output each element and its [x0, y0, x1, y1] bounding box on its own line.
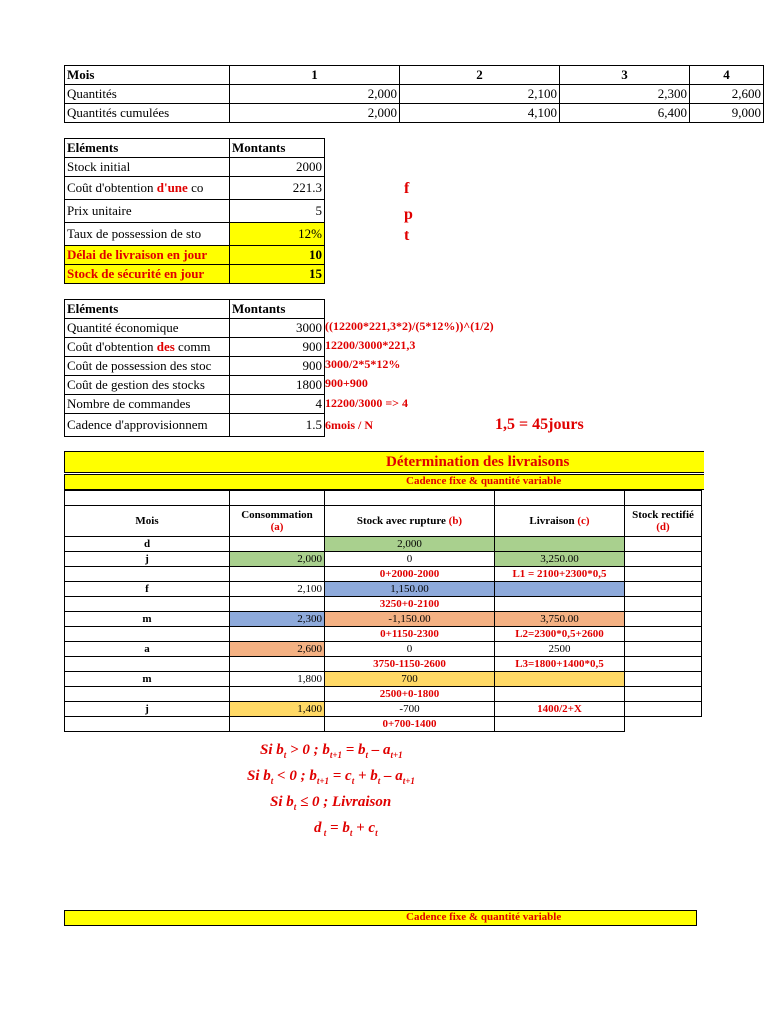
deliveries-title: Détermination des livraisons	[386, 454, 570, 470]
cell	[325, 491, 495, 506]
row-label: Quantités cumulées	[65, 104, 230, 123]
formula-sub: t+1	[390, 750, 403, 760]
table-row	[65, 582, 702, 597]
livraison-cell: 1400/2+X	[495, 702, 625, 717]
mois-cell: j	[65, 552, 230, 567]
rectifie-cell	[625, 612, 702, 627]
cell: 9,000	[690, 104, 764, 123]
stock-cell: -700	[325, 702, 495, 717]
header-cell: Eléments	[65, 139, 230, 158]
table-row	[65, 66, 764, 85]
formula-sub: t	[349, 828, 353, 838]
header-cell: 4	[690, 66, 764, 85]
calc-row	[65, 627, 702, 642]
side-letter-f: f	[404, 180, 410, 197]
formula-part: d	[314, 820, 322, 836]
cell	[495, 491, 625, 506]
side-letter-t: t	[404, 227, 410, 244]
calc-cell: L3=1800+1400*0,5	[495, 657, 625, 672]
rectifie-cell	[625, 537, 702, 552]
cell: 3000	[230, 319, 325, 338]
title-band	[64, 451, 704, 473]
deliveries-subtitle: Cadence fixe & quantité variable	[406, 475, 562, 487]
row-label: Taux de possession de sto	[65, 223, 230, 246]
cell: 221.3	[230, 177, 325, 200]
formula-sub: t	[375, 828, 378, 838]
cell: 2000	[230, 158, 325, 177]
formula-part: = b	[341, 742, 366, 758]
row-label: Coût de possession des stoc	[65, 357, 230, 376]
formula-sub: t	[293, 802, 297, 812]
monthly-quantities-table	[64, 65, 764, 123]
cell	[230, 657, 325, 672]
footer-band-label: Cadence fixe & quantité variable	[406, 911, 562, 923]
stock-cell: 1,150.00	[325, 582, 495, 597]
table-row	[65, 552, 702, 567]
calc-cell	[495, 597, 625, 612]
header-cell: 1	[230, 66, 400, 85]
header-cell: Eléments	[65, 300, 230, 319]
table-row	[65, 537, 702, 552]
cell	[625, 491, 702, 506]
table-row	[65, 395, 325, 414]
calc-note: ((12200*221,3*2)/(5*12%))^(1/2)	[325, 319, 494, 333]
calc-row	[65, 687, 702, 702]
header-label: Livraison	[529, 515, 575, 527]
header-label: Stock rectifié	[632, 509, 694, 521]
calc-cell: 0+700-1400	[325, 717, 495, 732]
cell: 15	[230, 265, 325, 284]
footer-band	[64, 910, 697, 926]
cell	[230, 491, 325, 506]
formula-part: Si b	[260, 742, 284, 758]
cell	[230, 687, 325, 702]
calc-row	[65, 657, 702, 672]
rectifie-cell	[625, 582, 702, 597]
row-label	[65, 338, 230, 357]
cell	[65, 491, 230, 506]
cell: 2,000	[230, 104, 400, 123]
formula-positive-stock	[260, 742, 403, 760]
stock-cell: 700	[325, 672, 495, 687]
header-livraison	[495, 506, 625, 537]
conso-cell: 2,300	[230, 612, 325, 627]
stock-cell: 0	[325, 642, 495, 657]
conso-cell: 2,000	[230, 552, 325, 567]
formula-delivery	[270, 794, 391, 812]
table-row	[65, 357, 325, 376]
cell	[230, 567, 325, 582]
table-row	[65, 414, 325, 437]
table-row	[65, 642, 702, 657]
row-label: Nombre de commandes	[65, 395, 230, 414]
calc-cell: L2=2300*0,5+2600	[495, 627, 625, 642]
cell: 6,400	[560, 104, 690, 123]
cell: 4	[230, 395, 325, 414]
cell: 900	[230, 357, 325, 376]
cell	[65, 627, 230, 642]
deliveries-table	[64, 490, 702, 732]
calc-cell	[495, 687, 625, 702]
table-row	[65, 85, 764, 104]
formula-part: + b	[354, 768, 378, 784]
table-row	[65, 612, 702, 627]
mois-cell: m	[65, 612, 230, 627]
livraison-cell	[495, 537, 625, 552]
formula-negative-stock	[247, 768, 415, 786]
mois-cell: d	[65, 537, 230, 552]
formula-sub: t+1	[316, 776, 329, 786]
cell	[230, 717, 325, 732]
table-row	[65, 246, 325, 265]
calc-note: 900+900	[325, 376, 368, 390]
conso-cell: 1,400	[230, 702, 325, 717]
table-row	[65, 491, 702, 506]
cell: 2,100	[400, 85, 560, 104]
livraison-cell: 3,750.00	[495, 612, 625, 627]
formula-part: ≤ 0 ; Livraison	[296, 794, 392, 810]
calc-cell: 0+2000-2000	[325, 567, 495, 582]
row-label: Cadence d'approvisionnem	[65, 414, 230, 437]
rectifie-cell	[625, 702, 702, 717]
header-cell: Mois	[65, 66, 230, 85]
livraison-cell	[495, 672, 625, 687]
rectifie-cell	[625, 672, 702, 687]
table-row	[65, 702, 702, 717]
cell	[625, 717, 702, 732]
formula-rectified	[314, 820, 378, 838]
conso-cell: 2,100	[230, 582, 325, 597]
row-label: Délai de livraison en jour	[65, 246, 230, 265]
table-row	[65, 223, 325, 246]
formula-sub: t	[270, 776, 274, 786]
mois-cell: a	[65, 642, 230, 657]
header-tag: (c)	[577, 515, 590, 527]
calc-cell: 2500+0-1800	[325, 687, 495, 702]
label-part: Coût d'obtention	[67, 339, 157, 354]
calc-note: 12200/3000*221,3	[325, 338, 416, 352]
table-header-row	[65, 506, 702, 537]
formula-part: – a	[380, 768, 403, 784]
row-label: Stock de sécurité en jour	[65, 265, 230, 284]
cell: 2,600	[690, 85, 764, 104]
formula-part: > 0 ; b	[286, 742, 330, 758]
formula-sub: t	[321, 828, 327, 838]
rectifie-cell	[625, 552, 702, 567]
rectifie-cell	[625, 642, 702, 657]
formula-sub: t	[377, 776, 381, 786]
header-consommation	[230, 506, 325, 537]
mois-cell: j	[65, 702, 230, 717]
table-row	[65, 139, 325, 158]
header-cell: Montants	[230, 139, 325, 158]
stock-cell: 2,000	[325, 537, 495, 552]
cell	[65, 567, 230, 582]
cell: 2,000	[230, 85, 400, 104]
calc-row	[65, 717, 702, 732]
cell: 12%	[230, 223, 325, 246]
cell	[625, 597, 702, 612]
conso-cell: 1,800	[230, 672, 325, 687]
stock-cell: -1,150.00	[325, 612, 495, 627]
header-label: Stock avec rupture	[356, 515, 446, 527]
label-part: d'une	[156, 180, 188, 195]
table-row	[65, 200, 325, 223]
label-part: des	[156, 339, 175, 354]
formula-sub: t	[283, 750, 287, 760]
formula-part: Si b	[247, 768, 271, 784]
label-part: Coût d'obtention	[67, 180, 157, 195]
formula-part: – a	[368, 742, 391, 758]
cell	[65, 597, 230, 612]
mois-cell: m	[65, 672, 230, 687]
header-tag: (b)	[448, 515, 463, 527]
table-row	[65, 376, 325, 395]
header-tag: (d)	[656, 521, 670, 533]
calc-cell: 3250+0-2100	[325, 597, 495, 612]
calc-note: 12200/3000 => 4	[325, 396, 409, 410]
table-row	[65, 672, 702, 687]
header-cell: 3	[560, 66, 690, 85]
cell: 10	[230, 246, 325, 265]
calc-row	[65, 567, 702, 582]
cell	[230, 627, 325, 642]
calc-note: 6mois / N	[325, 418, 373, 432]
row-label: Quantités	[65, 85, 230, 104]
formula-sub: t	[351, 776, 355, 786]
cell	[625, 627, 702, 642]
formula-sub: t	[365, 750, 369, 760]
cell	[65, 687, 230, 702]
label-part: co	[187, 180, 204, 195]
formula-sub: t+1	[329, 750, 342, 760]
economic-quantity-table	[64, 299, 325, 437]
calc-cell: 3750-1150-2600	[325, 657, 495, 672]
table-row	[65, 265, 325, 284]
formula-part: = c	[328, 768, 352, 784]
table-row	[65, 177, 325, 200]
table-row	[65, 319, 325, 338]
conso-cell: 2,600	[230, 642, 325, 657]
livraison-cell	[495, 582, 625, 597]
header-stock-rectifie	[625, 506, 702, 537]
formula-part: < 0 ; b	[273, 768, 317, 784]
cell: 2,300	[560, 85, 690, 104]
cell	[230, 597, 325, 612]
mois-cell: f	[65, 582, 230, 597]
row-label: Coût de gestion des stocks	[65, 376, 230, 395]
side-letter-p: p	[404, 206, 413, 223]
calc-cell: 0+1150-2300	[325, 627, 495, 642]
row-label: Quantité économique	[65, 319, 230, 338]
table-row	[65, 338, 325, 357]
calc-cell: L1 = 2100+2300*0,5	[495, 567, 625, 582]
label-part: comm	[174, 339, 211, 354]
subtitle-band	[64, 474, 704, 490]
calc-row	[65, 597, 702, 612]
cell	[625, 687, 702, 702]
conso-cell	[230, 537, 325, 552]
formula-part: = b	[326, 820, 350, 836]
livraison-cell: 2500	[495, 642, 625, 657]
cell: 4,100	[400, 104, 560, 123]
calc-cell	[495, 717, 625, 732]
table-row	[65, 104, 764, 123]
table-row	[65, 300, 325, 319]
formula-part: Si b	[270, 794, 294, 810]
cell: 1800	[230, 376, 325, 395]
header-mois: Mois	[65, 506, 230, 537]
stock-cell: 0	[325, 552, 495, 567]
cell: 900	[230, 338, 325, 357]
formula-sub: t+1	[402, 776, 415, 786]
header-cell: 2	[400, 66, 560, 85]
header-stock	[325, 506, 495, 537]
cell	[65, 717, 230, 732]
header-tag: (a)	[270, 521, 284, 533]
cell	[625, 657, 702, 672]
header-label: Consommation	[241, 509, 313, 521]
cadence-note: 1,5 = 45jours	[495, 416, 584, 433]
row-label: Prix unitaire	[65, 200, 230, 223]
header-cell: Montants	[230, 300, 325, 319]
formula-part: + c	[352, 820, 376, 836]
cell: 1.5	[230, 414, 325, 437]
cell: 5	[230, 200, 325, 223]
cell	[65, 657, 230, 672]
row-label	[65, 177, 230, 200]
row-label: Stock initial	[65, 158, 230, 177]
livraison-cell: 3,250.00	[495, 552, 625, 567]
cell	[625, 567, 702, 582]
table-row	[65, 158, 325, 177]
calc-note: 3000/2*5*12%	[325, 357, 401, 371]
parameters-table	[64, 138, 325, 284]
